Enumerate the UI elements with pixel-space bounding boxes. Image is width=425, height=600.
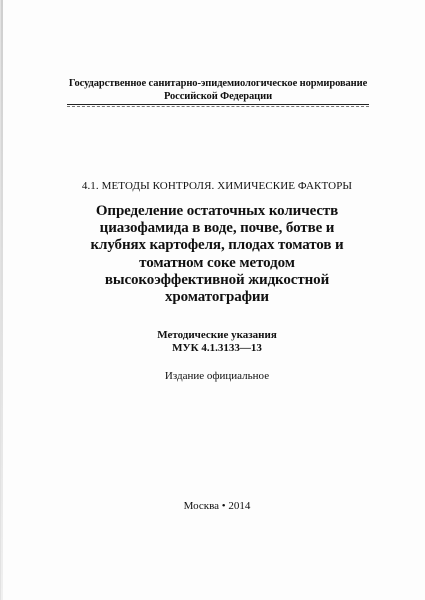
document-code: МУК 4.1.3133—13 (172, 342, 262, 354)
publisher-header-line-2: Российской Федерации (163, 91, 273, 102)
section-label: 4.1. МЕТОДЫ КОНТРОЛЯ. ХИМИЧЕСКИЕ ФАКТОРЫ (81, 180, 353, 192)
header-divider (67, 104, 369, 105)
publisher-header (67, 77, 369, 103)
header-divider-dashed (67, 106, 369, 107)
document-type: Методические указания (157, 329, 277, 341)
imprint-place-year: Москва • 2014 (183, 500, 251, 512)
scan-edge-shadow (1, 0, 3, 600)
edition-note: Издание официальное (164, 370, 270, 382)
document-title: Определение остаточных количеств циазофамида в воде, почве, ботве и клубнях картофеля, плодах томатов и томатном соке методом высокоэффективной жидкостной хроматографии (90, 203, 344, 306)
publisher-header-line-1: Государственное санитарно-эпидемиологическое нормирование (68, 78, 368, 89)
